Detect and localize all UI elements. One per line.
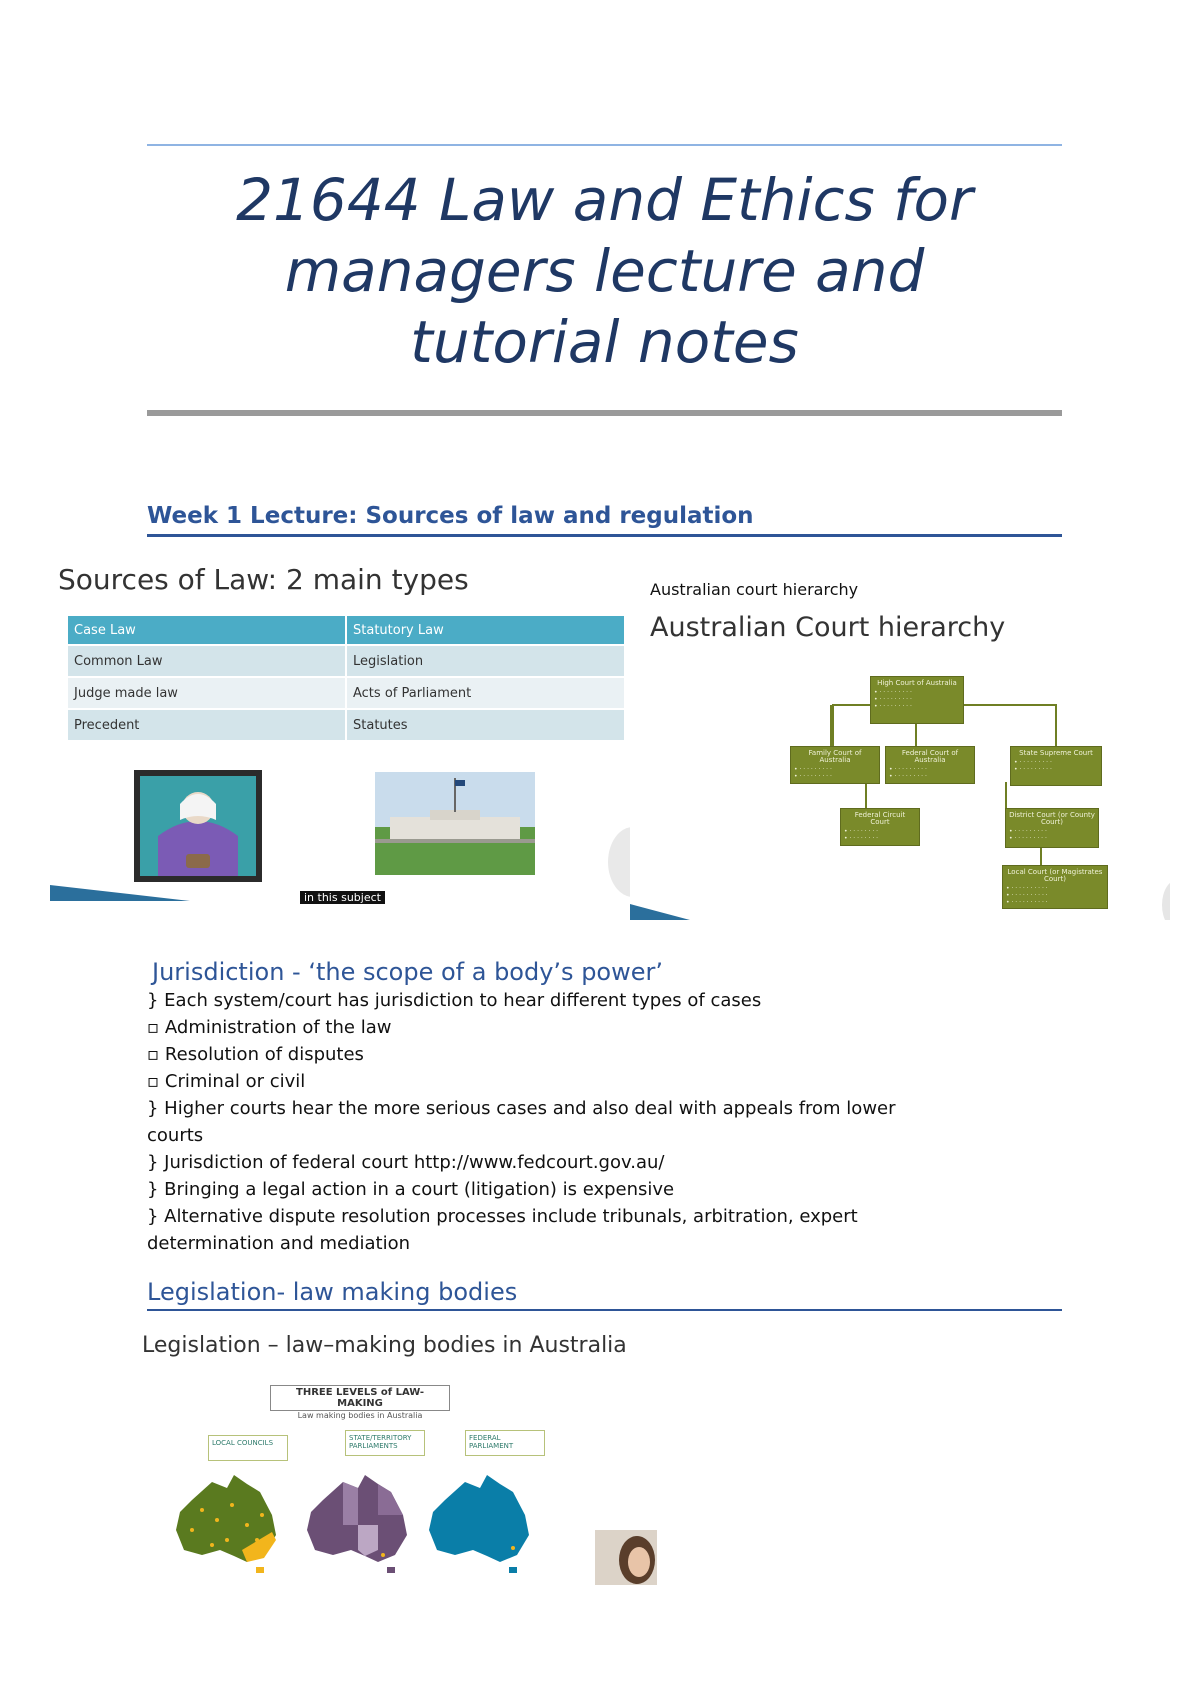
bubble-local: LOCAL COUNCILS [208,1435,288,1461]
legislation-heading-rule [147,1309,1062,1311]
bubble-state: STATE/TERRITORY PARLIAMENTS [345,1430,425,1456]
judge-clipart-image [134,770,262,882]
jurisdiction-line: ▫ Administration of the law [147,1017,392,1038]
banner-title: THREE LEVELS of LAW-MAKING [270,1385,450,1411]
table-row [68,710,624,740]
parliament-house-photo [375,772,535,875]
jurisdiction-heading: Jurisdiction - ‘the scope of a body’s power’ [152,958,663,986]
week1-heading: Week 1 Lecture: Sources of law and regulation [147,503,754,529]
table-cell: Judge made law [68,678,345,708]
table-cell: Legislation [347,646,624,676]
connector-right-down [1055,704,1057,749]
court-box-circuit: Federal Circuit Court • · · · · · · · · • · · · · · · · · [840,808,920,846]
slide-legislation-heading: Legislation – law–making bodies in Australia [142,1333,627,1358]
slide-corner-decoration [630,904,690,920]
slide-court-hierarchy [630,600,1170,920]
map-state-territory [303,1470,415,1575]
title-line-2: managers lecture and [284,237,925,305]
map-local-councils [172,1470,284,1575]
court-box-family: Family Court of Australia • · · · · · · · · · • · · · · · · · · · [790,746,880,784]
court-box-local: Local Court (or Magistrates Court) • · · · · · · · · · · • · · · · · · · · · · • · · · · · · · · · · [1002,865,1108,909]
jurisdiction-line: } Bringing a legal action in a court (litigation) is expensive [147,1179,675,1200]
title-top-rule [147,144,1062,146]
jurisdiction-line: } Each system/court has jurisdiction to hear different types of cases [147,990,762,1011]
court-box-detail-lines: • · · · · · · · · · • · · · · · · · · · [1014,759,1052,773]
court-box-state: State Supreme Court • · · · · · · · · · • · · · · · · · · · [1010,746,1102,786]
jurisdiction-line: courts [147,1125,204,1146]
bubble-federal: FEDERAL PARLIAMENT [465,1430,545,1456]
jurisdiction-line: } Alternative dispute resolution processes include tribunals, arbitration, expert [147,1206,858,1227]
table-row [68,678,624,708]
banner-subtitle: Law making bodies in Australia [297,1411,423,1420]
table-cell: Acts of Parliament [347,678,624,708]
connector-left-down [832,704,834,749]
court-caption: Australian court hierarchy [650,580,859,599]
connector-district-local [1040,845,1042,867]
jurisdiction-line: ▫ Resolution of disputes [147,1044,364,1065]
title-bottom-rule [147,410,1062,416]
document-title [147,165,1062,378]
jurisdiction-line: ▫ Criminal or civil [147,1071,306,1092]
court-box-district: District Court (or County Court) • · · · · · · · · · • · · · · · · · · · [1005,808,1099,848]
court-box-detail-lines: • · · · · · · · · · • · · · · · · · · · [1009,828,1047,842]
court-box-detail-lines: • · · · · · · · · • · · · · · · · · [844,828,879,842]
slide-sources-of-law [50,555,630,905]
table-cell: Common Law [68,646,345,676]
slide-edge-circle [608,827,630,897]
sources-table [66,614,626,742]
court-box-detail-lines: • · · · · · · · · · • · · · · · · · · · • · · · · · · · · · [874,689,912,710]
court-box-detail-lines: • · · · · · · · · · • · · · · · · · · · [889,766,927,780]
week1-heading-rule [147,534,1062,537]
table-cell: Precedent [68,710,345,740]
slide-legislation [140,1325,660,1595]
table-header-statutory-law: Statutory Law [347,616,624,644]
slide-partial-caption: in this subject [300,891,385,904]
jurisdiction-line: determination and mediation [147,1233,411,1254]
court-box-detail-lines: • · · · · · · · · · · • · · · · · · · · · · • · · · · · · · · · · [1006,885,1048,906]
presenter-photo-partial [595,1530,657,1585]
table-row [68,646,624,676]
table-cell: Statutes [347,710,624,740]
jurisdiction-line: } Higher courts hear the more serious cases and also deal with appeals from lower [147,1098,896,1119]
slide-court-heading: Australian Court hierarchy [650,612,1006,643]
law-making-banner [270,1385,450,1420]
table-header-case-law: Case Law [68,616,345,644]
title-line-3: tutorial notes [410,308,799,376]
legislation-heading: Legislation- law making bodies [147,1278,518,1306]
jurisdiction-line: } Jurisdiction of federal court http://www.fedcourt.gov.au/ [147,1152,665,1173]
court-box-detail-lines: • · · · · · · · · · • · · · · · · · · · [794,766,832,780]
slide-sources-heading: Sources of Law: 2 main types [58,563,469,596]
table-header-row [68,616,624,644]
court-box-high: High Court of Australia • · · · · · · · · · • · · · · · · · · · • · · · · · · · · · [870,676,964,724]
slide-corner-decoration [50,885,190,901]
court-box-federal: Federal Court of Australia • · · · · · · · · · • · · · · · · · · · [885,746,975,784]
title-line-1: 21644 Law and Ethics for [236,166,973,234]
slide-edge-circle [1162,880,1170,920]
map-federal [425,1470,537,1575]
